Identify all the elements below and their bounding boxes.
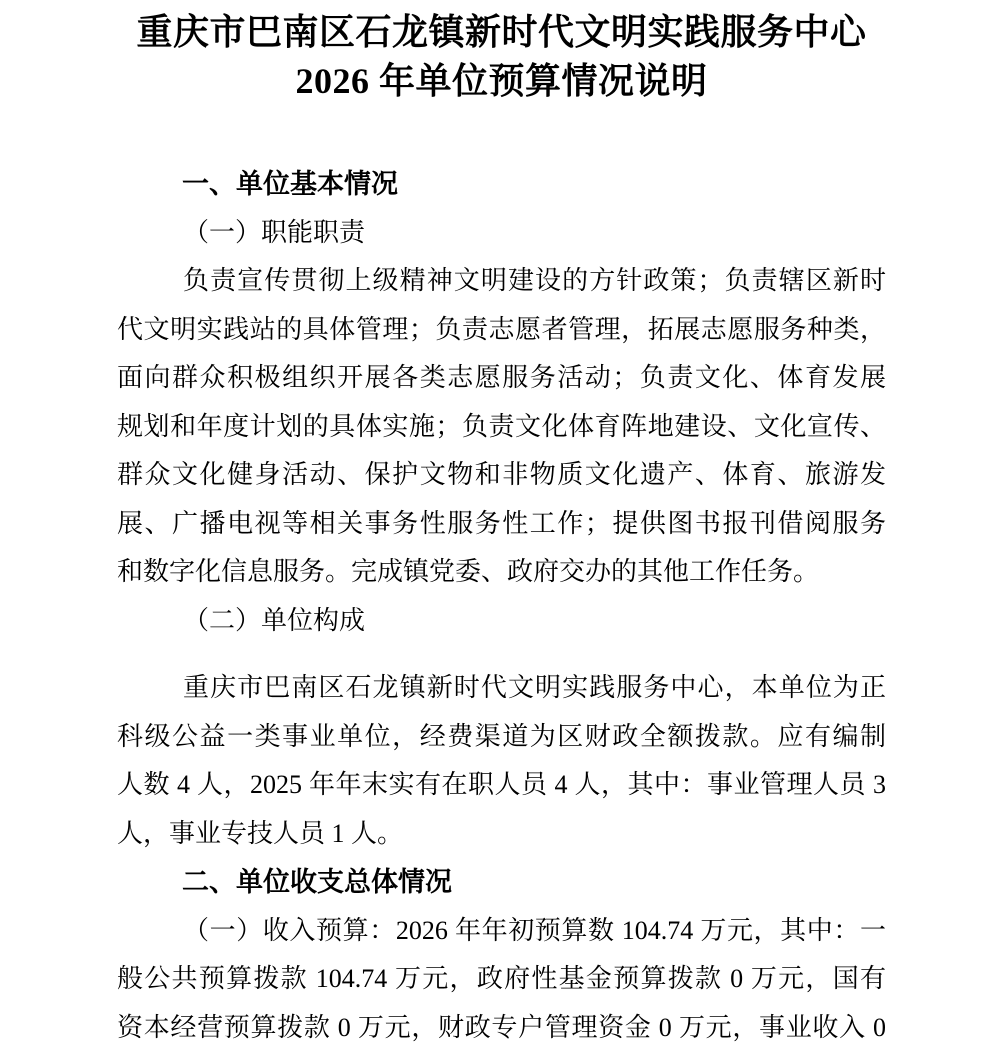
document-title bbox=[117, 8, 886, 105]
subsection-1-1-heading: （一）职能职责 bbox=[183, 217, 366, 247]
document-title-line-2: 2026 年单位预算情况说明 bbox=[295, 60, 708, 101]
duties-line: 规划和年度计划的具体实施；负责文化体育阵地建设、文化宣传、 bbox=[117, 411, 886, 441]
duties-line: 展、广播电视等相关事务性服务性工作；提供图书报刊借阅服务 bbox=[117, 508, 886, 538]
duties-line: 和数字化信息服务。完成镇党委、政府交办的其他工作任务。 bbox=[117, 557, 820, 586]
income-line: 资本经营预算拨款 0 万元，财政专户管理资金 0 万元，事业收入 0 bbox=[117, 1012, 886, 1042]
income-budget-paragraph bbox=[117, 907, 886, 1052]
composition-line: 人数 4 人，2025 年年末实有在职人员 4 人，其中：事业管理人员 3 bbox=[117, 770, 886, 799]
section-2-heading: 二、单位收支总体情况 bbox=[182, 867, 452, 897]
income-line: 般公共预算拨款 104.74 万元，政府性基金预算拨款 0 万元，国有 bbox=[117, 964, 886, 993]
subsection-1-2-heading: （二）单位构成 bbox=[183, 605, 366, 635]
composition-paragraph bbox=[117, 664, 886, 858]
composition-line: 人，事业专技人员 1 人。 bbox=[117, 818, 404, 848]
document-title-line-1: 重庆市巴南区石龙镇新时代文明实践服务中心 bbox=[136, 12, 867, 52]
composition-line: 科级公益一类事业单位，经费渠道为区财政全额拨款。应有编制 bbox=[117, 721, 886, 751]
composition-line: 重庆市巴南区石龙镇新时代文明实践服务中心，本单位为正 bbox=[183, 673, 886, 702]
duties-paragraph bbox=[117, 257, 886, 597]
duties-line: 负责宣传贯彻上级精神文明建设的方针政策；负责辖区新时 bbox=[183, 266, 886, 295]
income-line: （一）收入预算：2026 年年初预算数 104.74 万元，其中：一 bbox=[183, 915, 886, 945]
section-1-heading: 一、单位基本情况 bbox=[182, 169, 398, 199]
duties-line: 面向群众积极组织开展各类志愿服务活动；负责文化、体育发展 bbox=[117, 363, 886, 392]
duties-line: 群众文化健身活动、保护文物和非物质文化遗产、体育、旅游发 bbox=[117, 460, 886, 489]
duties-line: 代文明实践站的具体管理；负责志愿者管理，拓展志愿服务种类， bbox=[117, 314, 886, 344]
